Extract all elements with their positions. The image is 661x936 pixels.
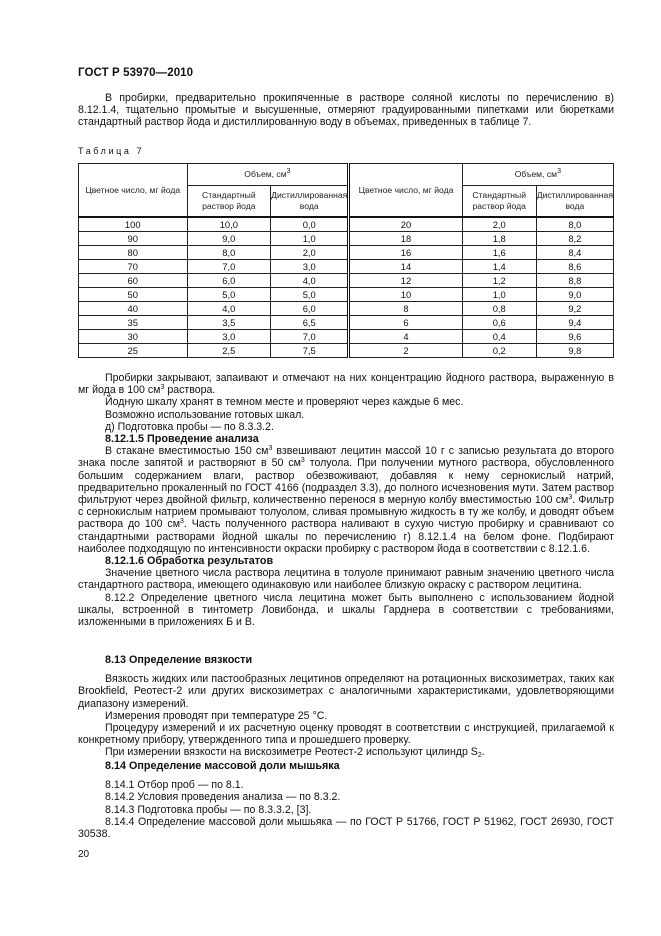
table-row	[79, 260, 614, 274]
cell: 1,4	[462, 260, 536, 274]
section-8-13	[78, 654, 614, 759]
cell: 5,0	[187, 288, 271, 302]
cell: 0,0	[271, 217, 349, 232]
cell: 2,5	[187, 344, 271, 358]
paragraph-analysis: В стакане вместимостью 150 $см^3$ взвешивают лецитин массой 10 г с записью результата до второго знака после запятой и растворяют в 50 $см^3$ толуола. При получении мутного раствора, обусловленного большим содержанием влаги, раствор обезвоживают, добавляя к нему сернокислый натрий, предварительно прокаленный по ГОСТ 4166 (подраздел 3.3), до полного исчезновения мути. Затем раствор фильтруют через двойной фильтр, количественно перенося в мерную колбу вместимостью 100 $см^3$. Фильтр с сернокислым натрием промывают толуолом, сливая промывную жидкость в ту же колбу, и доводят объем раствора до 100 $см^3$. Часть полученного раствора наливают в сухую чистую пробирку и сравнивают со стандартными растворами йодной шкалы по перечислению г) 8.12.1.4 на белом фоне. Подбирают наиболее подходящую по интенсивности окраски пробирку с раствором йода в соответствии с 8.12.1.6.	[78, 445, 615, 555]
paragraph-viscosity: Вязкость жидких или пастообразных лецитинов определяют на ротационных вискозиметрах, таких как Brookfield, Реотест-2 или других вискозиметрах с аналогичными характеристиками, удовлетворяющими диапазону измерений.	[78, 673, 614, 710]
heading-8-14: 8.14 Определение массовой доли мышьяка	[105, 760, 340, 772]
cell: 60	[79, 274, 188, 288]
cell: 6,0	[271, 302, 349, 316]
paragraph-results: Значение цветного числа раствора лецитина в толуоле принимают равным значению цветного числа стандартного раствора, имеющего одинаковую или наиболее близкую окраску с раствором лецитина.	[78, 567, 614, 592]
cell: 4,0	[187, 302, 271, 316]
cell: 2,0	[271, 246, 349, 260]
cell: 9,0	[536, 288, 613, 302]
table-row	[79, 217, 614, 232]
cell: 8,2	[536, 232, 613, 246]
cell: 3,0	[187, 330, 271, 344]
header-volume-right: Объем, $см^3$	[462, 164, 613, 186]
cell: 0,4	[462, 330, 536, 344]
item-8-14-4: 8.14.4 Определение массовой доли мышьяка — по ГОСТ Р 51766, ГОСТ Р 51962, ГОСТ 26930, ГОСТ 30538.	[78, 815, 614, 841]
cell: 14	[349, 260, 462, 274]
cell: 4,0	[271, 274, 349, 288]
page-number: 20	[78, 849, 90, 860]
table-row	[79, 302, 614, 316]
header-standard-solution-right: Стандартный раствор йода	[462, 186, 536, 218]
cell: 16	[349, 246, 462, 260]
cell: 9,6	[536, 330, 613, 344]
header-standard-solution-left: Стандартный раствор йода	[187, 186, 271, 218]
header-color-number-left: Цветное число, мг йода	[79, 164, 188, 218]
paragraph-sample-prep: д) Подготовка пробы — по 8.3.3.2.	[105, 420, 274, 433]
item-8-14-2: 8.14.2 Условия проведения анализа — по 8.3.2.	[105, 791, 341, 804]
paragraph-procedure: Процедуру измерений и их расчетную оценку проводят в соответствии с инструкцией, прилагаемой к конкретному прибору, утвержденного типа и прошедшего проверку.	[78, 722, 614, 747]
paragraph-ready-scales: Возможно использование готовых шкал.	[105, 408, 305, 421]
paragraph-sealing: Пробирки закрывают, запаивают и отмечают на них концентрацию йодного раствора, выраженную в мг йода в 100 $см^3$ раствора.	[78, 372, 614, 397]
cell: 1,0	[271, 232, 349, 246]
cell: 20	[349, 217, 462, 232]
cell: 8,6	[536, 260, 613, 274]
intro-paragraph: В пробирки, предварительно прокипяченные в растворе соляной кислоты по перечислению в) 8.12.1.4, тщательно промытые и высушенные, отмеряют градуированными пипетками или бюретками стандартный раствор йода и дистиллированную воду в объемах, приведенных в таблице 7.	[78, 92, 614, 129]
table-row	[79, 344, 614, 358]
cell: 7,5	[271, 344, 349, 358]
cell: 6	[349, 316, 462, 330]
cell: 70	[79, 260, 188, 274]
cell: 2	[349, 344, 462, 358]
cell: 4	[349, 330, 462, 344]
heading-8-13: 8.13 Определение вязкости	[105, 654, 253, 666]
cell: 1,2	[462, 274, 536, 288]
cell: 8,4	[536, 246, 613, 260]
paragraph-temperature: Измерения проводят при температуре 25 °С.	[105, 709, 328, 722]
cell: 6,5	[271, 316, 349, 330]
cell: 10	[349, 288, 462, 302]
item-8-14-3: 8.14.3 Подготовка пробы — по 8.3.3.2, [3].	[105, 803, 312, 816]
cell: 25	[79, 344, 188, 358]
table-7	[78, 163, 614, 358]
cell: 9,8	[536, 344, 613, 358]
document-id-header: ГОСТ Р 53970—2010	[78, 67, 194, 79]
cell: 0,6	[462, 316, 536, 330]
cell: 9,0	[187, 232, 271, 246]
paragraph-8-12-2: 8.12.2 Определение цветного числа лецитина может быть выполнено с использованием йодной шкалы, встроенной в тинтометр Ловибонда, и шкалы Гарднера в соответствии с требованиями, изложенными в приложениях Б и В.	[78, 591, 614, 629]
cell: 7,0	[271, 330, 349, 344]
table-row	[79, 274, 614, 288]
cell: 35	[79, 316, 188, 330]
header-distilled-water-left: Дистиллированная вода	[271, 186, 349, 218]
cell: 80	[79, 246, 188, 260]
cell: 12	[349, 274, 462, 288]
cell: 0,2	[462, 344, 536, 358]
item-8-14-1: 8.14.1 Отбор проб — по 8.1.	[105, 779, 244, 792]
cell: 9,2	[536, 302, 613, 316]
cell: 40	[79, 302, 188, 316]
table-row	[79, 288, 614, 302]
after-table-section	[78, 372, 614, 628]
cell: 9,4	[536, 316, 613, 330]
cell: 1,0	[462, 288, 536, 302]
header-color-number-right: Цветное число, мг йода	[349, 164, 462, 218]
cell: 2,0	[462, 217, 536, 232]
cell: 0,8	[462, 302, 536, 316]
cell: 3,0	[271, 260, 349, 274]
cell: 8,8	[536, 274, 613, 288]
paragraph-storage: Йодную шкалу хранят в темном месте и проверяют через каждые 6 мес.	[105, 396, 464, 409]
cell: 1,8	[462, 232, 536, 246]
cell: 8,0	[187, 246, 271, 260]
cell: 1,6	[462, 246, 536, 260]
section-8-14	[78, 760, 614, 840]
heading-8-12-1-6: 8.12.1.6 Обработка результатов	[105, 555, 274, 568]
cell: 90	[79, 232, 188, 246]
cell: 7,0	[187, 260, 271, 274]
table-row	[79, 232, 614, 246]
table-caption: Таблица 7	[78, 146, 145, 156]
cell: 8	[349, 302, 462, 316]
table-row	[79, 316, 614, 330]
cell: 50	[79, 288, 188, 302]
cell: 6,0	[187, 274, 271, 288]
heading-8-12-1-5: 8.12.1.5 Проведение анализа	[105, 433, 259, 446]
table-row	[79, 246, 614, 260]
paragraph-cylinder: При измерении вязкости на вискозиметре Реотест-2 используют цилиндр $S_2$.	[105, 746, 485, 760]
table-row	[79, 330, 614, 344]
header-distilled-water-right: Дистиллированная вода	[536, 186, 613, 218]
cell: 8,0	[536, 217, 613, 232]
cell: 3,5	[187, 316, 271, 330]
header-volume-left: Объем, $см^3$	[187, 164, 349, 186]
cell: 5,0	[271, 288, 349, 302]
cell: 10,0	[187, 217, 271, 232]
intro-section	[78, 92, 614, 129]
cell: 100	[79, 217, 188, 232]
cell: 30	[79, 330, 188, 344]
cell: 18	[349, 232, 462, 246]
